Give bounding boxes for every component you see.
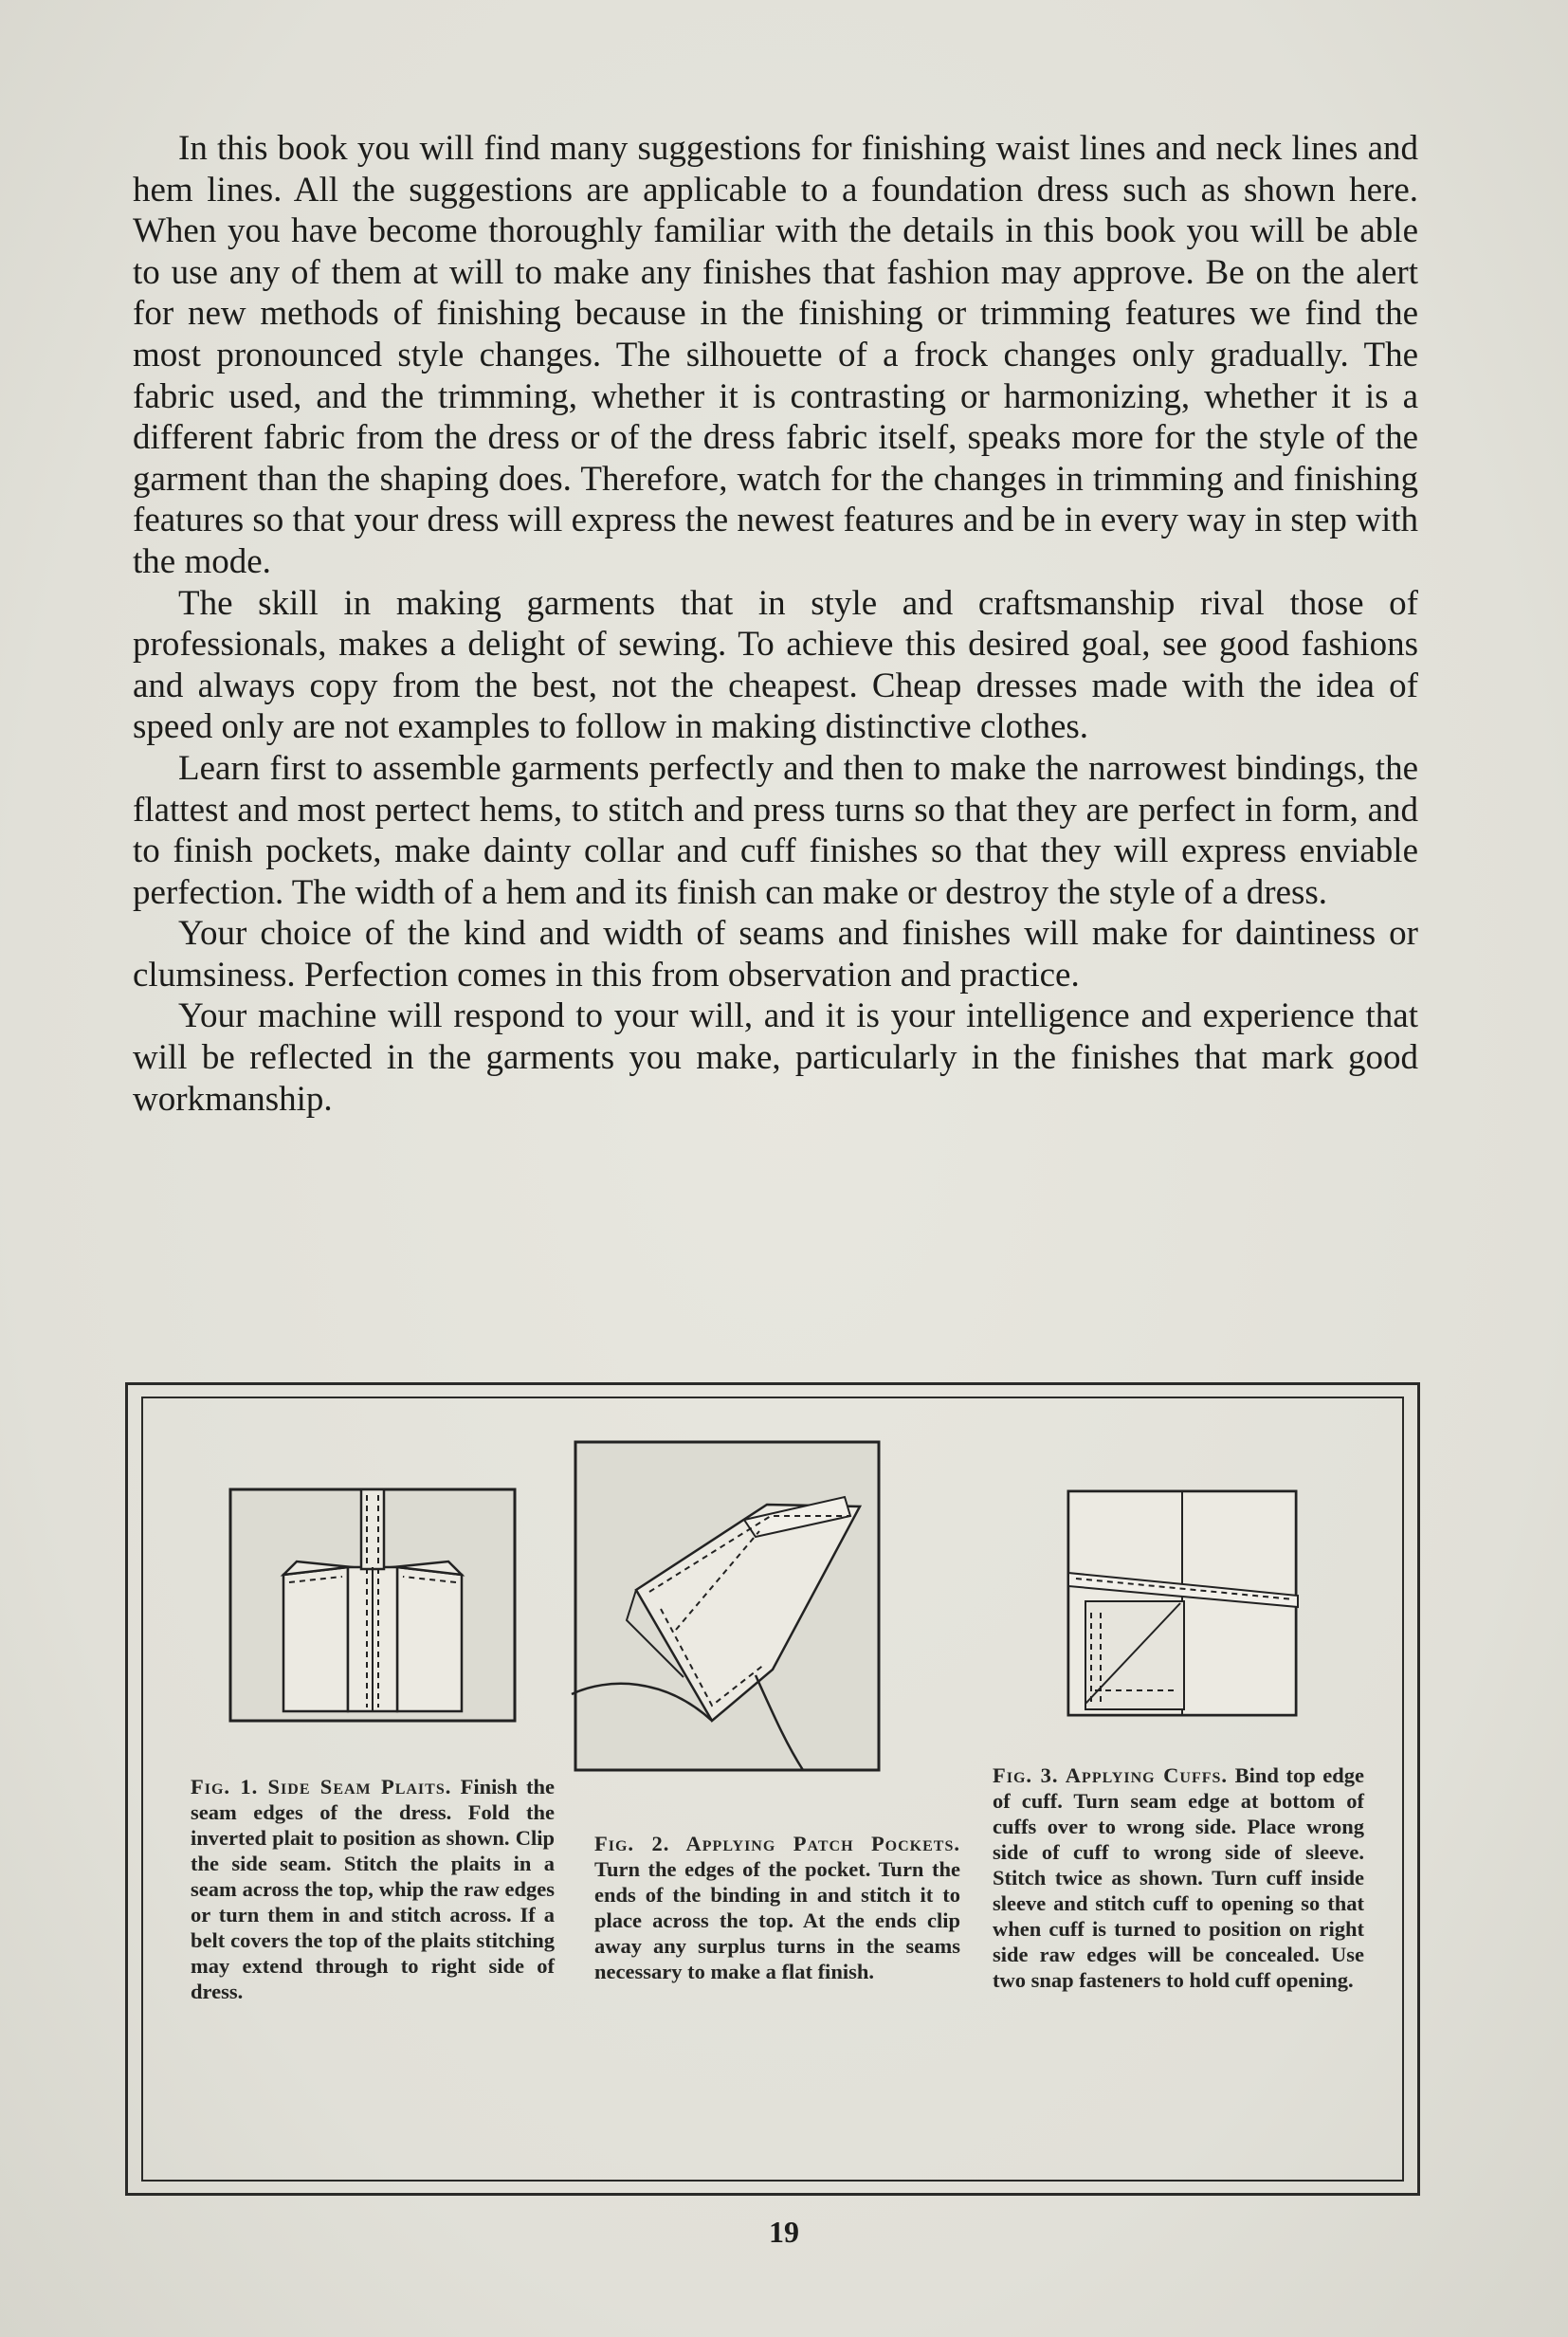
figure-box	[125, 1382, 1420, 2196]
paragraph: In this book you will find many suggestions for finishing waist lines and neck lines and hem lines. All the suggestions are applicable to a foundation dress such as shown here. When you have become thoroughly familiar with the details in this book you will be able to use any of them at will to make any finishes that fashion may approve. Be on the alert for new methods of finishing because in the finishing or trimming features we find the most pronounced style changes. The silhouette of a frock changes only gradually. The fabric used, and the trimming, whether it is contrasting or harmonizing, whether it is a different fabric from the dress or of the dress fabric itself, speaks more for the style of the garment than the shaping does. Therefore, watch for the changes in trimming and finishing features so that your dress will express the newest features and be in every way in step with the mode.	[133, 129, 1418, 581]
figure-3-heading: Fig. 3. Applying Cuffs.	[993, 1763, 1229, 1787]
body-text	[133, 128, 1418, 1120]
figure-1-heading: Fig. 1. Side Seam Plaits.	[191, 1775, 452, 1798]
figure-3-text: Bind top edge of cuff. Turn seam edge at bottom of cuffs over to wrong side. Place wrong side of cuff to wrong side of sleeve. Stitch twice as shown. Turn cuff inside sleeve and stitch cuff to opening so that when cuff is turned to position on right side raw edges will be concealed. Use two snap fasteners to hold cuff opening.	[993, 1763, 1365, 1992]
figure-2-caption	[594, 1831, 960, 1984]
figure-3-caption	[993, 1762, 1364, 1993]
side-seam-plait-illustration	[228, 1488, 517, 1723]
figure-2-text: Turn the edges of the pocket. Turn the ends of the binding in and stitch it to place across the top. At the ends clip away any surplus turns in the seams necessary to make a flat finish.	[594, 1857, 960, 1983]
paragraph: Learn first to assemble garments perfectly and then to make the narrowest bindings, the flattest and most pertect hems, to stitch and press turns so that they are perfect in form, and to finish pockets, make dainty collar and cuff finishes so that they will express enviable perfection. The width of a hem and its finish can make or destroy the style of a dress.	[133, 748, 1418, 912]
paragraph: Your choice of the kind and width of seams and finishes will make for daintiness or clumsiness. Perfection comes in this from observation and practice.	[133, 914, 1418, 995]
cuff-illustration	[1067, 1489, 1302, 1719]
page-number: 19	[769, 2215, 799, 2249]
figure-1-text: Finish the seam edges of the dress. Fold the inverted plait to position as shown. Clip the side seam. Stitch the plaits in a seam across the top, whip the raw edges or turn them in and stitch across. If a belt covers the top of the plaits stitching may extend through to right side of dress.	[191, 1775, 556, 2003]
paragraph: The skill in making garments that in style and craftsmanship rival those of professionals, makes a delight of sewing. To achieve this desired goal, see good fashions and always copy from the best, not the cheapest. Cheap dresses made with the idea of speed only are not examples to follow in making distinctive clothes.	[133, 583, 1418, 747]
paragraph: Your machine will respond to your will, and it is your intelligence and experience that will be reflected in the garments you make, particularly in the finishes that mark good workmanship.	[133, 996, 1418, 1119]
patch-pocket-illustration	[570, 1440, 883, 1774]
figure-1-caption	[191, 1774, 555, 2004]
figure-2-heading: Fig. 2. Applying Patch Pockets.	[594, 1832, 960, 1855]
